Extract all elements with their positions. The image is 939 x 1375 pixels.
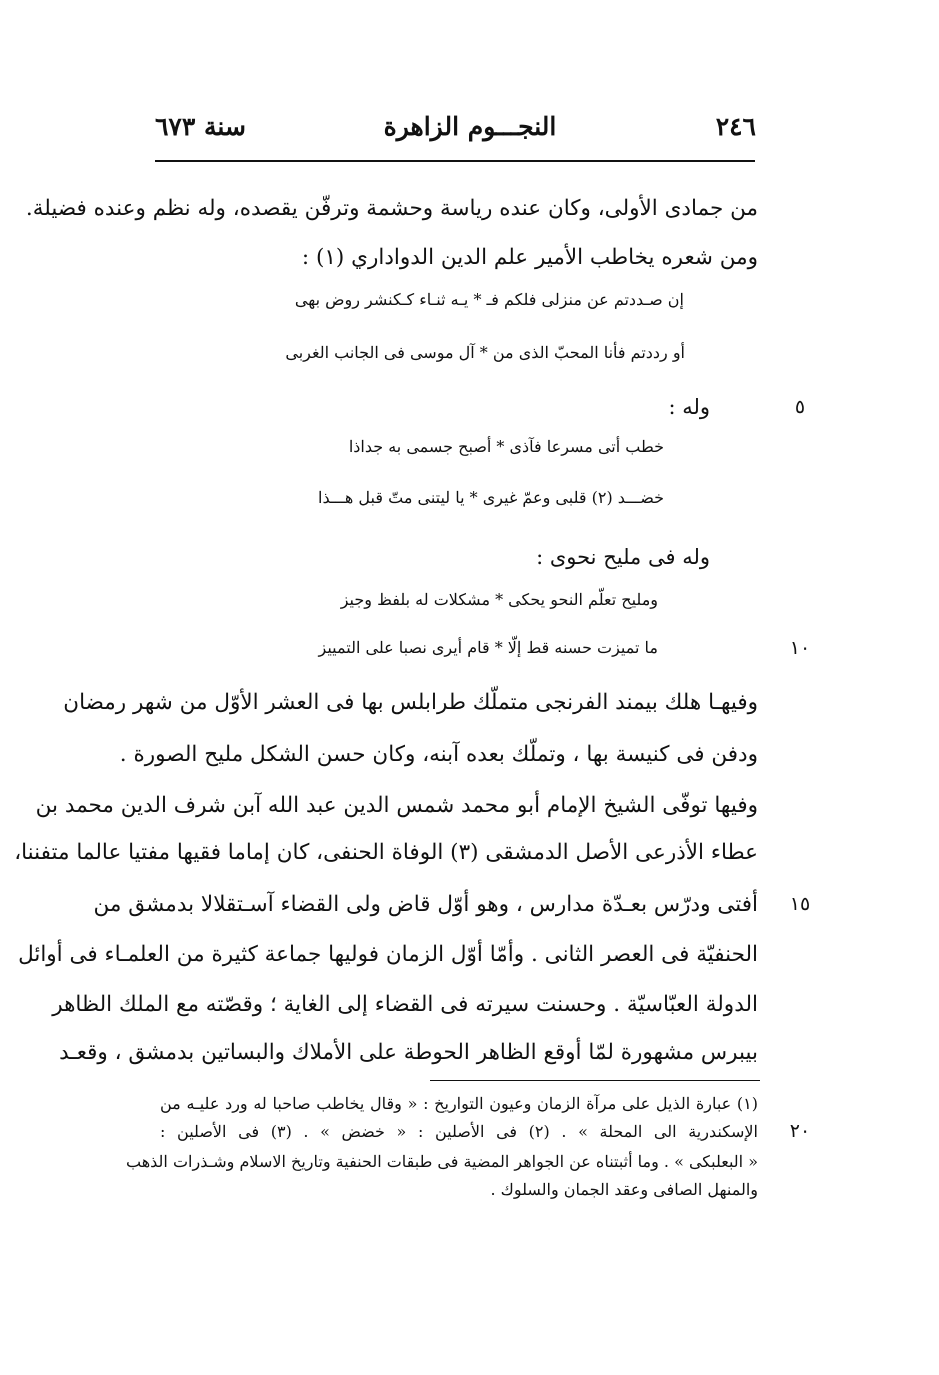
text-line: من جمادى الأولى، وكان عنده رياسة وحشمة وترفّن يقصده، وله نظم وعنده فضيلة. (25, 196, 758, 221)
line-number: ٥ (794, 396, 806, 418)
text-line: الدولة العبّاسيّة . وحسنت سيرته فى القضاء إلى الغاية ؛ وقصّته مع الملك الظاهر (52, 992, 758, 1017)
text-line: بيبرس مشهورة لمّا أوقع الظاهر الحوطة على الأملاك والبساتين بدمشق ، وقعـد (59, 1040, 758, 1065)
line-number: ٢٠ (789, 1120, 811, 1142)
poem-verse: ومليح تعلّم النحو يحكى * مشكلات له بلفظ وجيز (340, 590, 658, 609)
text-line: ومن شعره يخاطب الأمير علم الدين الدواداري (١) : (301, 245, 758, 270)
footnote-line: والمنهل الصافى وعقد الجمان والسلوك . (490, 1180, 758, 1199)
footnote-line: « البعلبكى » . وما أثبتناه عن الجواهر المضية فى طبقات الحنفية وتاريخ الاسلام وشـذرات الذهب (126, 1152, 758, 1171)
footnote-rule (430, 1080, 760, 1081)
running-year: سنة ٦٧٣ (155, 112, 246, 141)
text-line: عطاء الأذرعى الأصل الدمشقى (٣) الوفاة الحنفى، كان إماما فقيها مفتيا عالما متفننا، (14, 840, 758, 865)
text-line: ودفن فى كنيسة بها ، وتملّك بعده آبنه، وكان حسن الشكل مليح الصورة . (119, 742, 758, 767)
poem-verse: أو رددتم فأنا المحبّ الذى من * آل موسى فى الجانب الغربى (285, 343, 685, 362)
poem-intro: وله فى مليح نحوى : (536, 545, 710, 569)
poem-verse: إن صـددتم عن منزلى فلكم فـ * يـه ثنـاء كـكنشر روض بهى (294, 290, 684, 309)
poem-verse: ما تميزت حسنه قط إلّا * قام أيرى نصبا على التمييز (318, 638, 658, 657)
text-line: أفتى ودرّس بعـدّة مدارس ، وهو أوّل قاض ولى القضاء آسـتقلالا بدمشق من (93, 892, 758, 917)
running-title: النجـــوم الزاهرة (383, 112, 557, 141)
text-line: وفيها توفّى الشيخ الإمام أبو محمد شمس الدين عبد الله آبن شرف الدين محمد بن (35, 793, 758, 818)
line-number: ١٠ (789, 637, 811, 659)
footnote-line: (١) عبارة الذيل على مرآة الزمان وعيون التواريخ : « وقال يخاطب صاحبا له ورد عليـه من (160, 1094, 758, 1113)
footnote-line: الإسكندرية الى المحلة » . (٢) فى الأصلين : « خضض » . (٣) فى الأصلين : (160, 1122, 758, 1141)
text-line: الحنفيّة فى العصر الثانى . وأمّا أوّل الزمان فوليها جماعة كثيرة من العلمـاء فى أوائل (18, 942, 758, 967)
poem-intro: وله : (668, 395, 710, 419)
poem-verse: خضـــد (٢) قلبى وعمّ غيرى * يا ليتنى متّ قبل هـــذا (318, 488, 664, 507)
header-rule (155, 160, 755, 162)
text-line: وفيهـا هلك بيمند الفرنجى متملّك طرابلس بها فى العشر الأوّل من شهر رمضان (63, 690, 758, 715)
poem-verse: خطب أتى مسرعا فآذى * أصبح جسمى به جداذا (348, 437, 664, 456)
line-number: ١٥ (789, 893, 811, 915)
page-number: ٢٤٦ (715, 112, 756, 141)
